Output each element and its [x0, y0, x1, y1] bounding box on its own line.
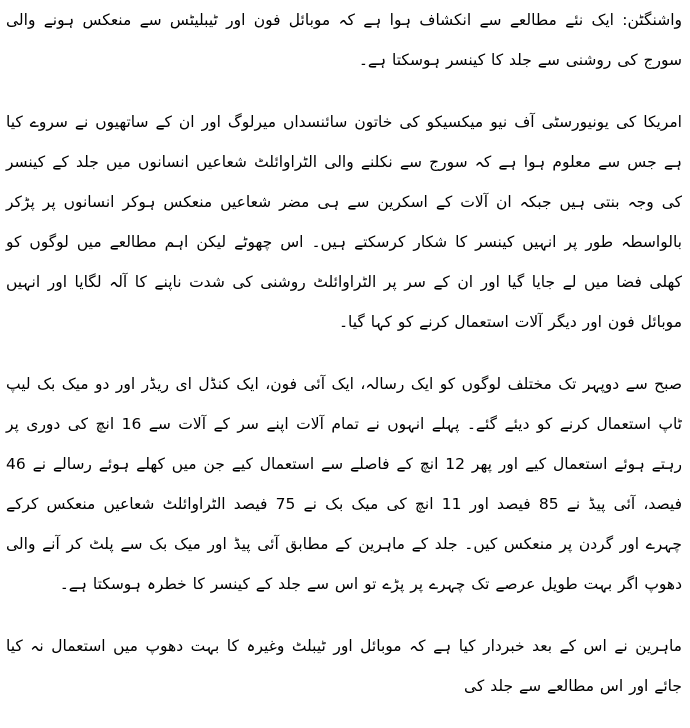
article-paragraph-experiment: صبح سے دوپہر تک مختلف لوگوں کو ایک رسالہ، ایک آئی فون، ایک کنڈل ای ریڈر اور دو میک بک لیپ ٹاپ استعمال کرنے کو دیئے گئے۔ پہلے انہوں نے تمام آلات اپنے سر کے آلات سے 16 انچ کی دوری پر رہتے ہوئے استعمال کیے اور پھر 12 انچ کے فاصلے سے استعمال کیے جن میں کھلے ہوئے رسالے نے 46 فیصد، آئی پیڈ نے 85 فیصد اور 11 انچ کی میک بک نے 75 فیصد الٹراوائلٹ شعاعیں منعکس کرکے چہرے اور گردن پر منعکس کیں۔ جلد کے ماہرین کے مطابق آئی پیڈ اور میک بک سے پلٹ کر آنے والی دھوپ اگر بہت طویل عرصے تک چہرے پر پڑے تو اس سے جلد کے کینسر کا خطرہ ہوسکتا ہے۔ — [6, 375, 683, 593]
article-body — [6, 0, 682, 728]
article-paragraph-warning: ماہرین نے اس کے بعد خبردار کیا ہے کہ موبائل اور ٹیبلٹ وغیرہ کا بہت دھوپ میں استعمال نہ کیا جائے اور اس مطالعے سے جلد کی — [6, 637, 682, 695]
article-paragraph-dateline: واشنگٹن: ایک نئے مطالعے سے انکشاف ہوا ہے کہ موبائل فون اور ٹیبلیٹس سے منعکس ہونے والی سورج کی روشنی سے جلد کا کینسر ہوسکتا ہے۔ — [6, 11, 682, 69]
article-paragraph-survey: امریکا کی یونیورسٹی آف نیو میکسیکو کی خاتون سائنسداں میرلوگ اور ان کے ساتھیوں نے سروے کیا ہے جس سے معلوم ہوا ہے کہ سورج سے نکلنے والی الٹراوائلٹ شعاعیں انسانوں میں جلد کے کینسر کی وجہ بنتی ہیں جبکہ ان آلات کے اسکرین سے ہی مضر شعاعیں منعکس ہوکر انسانوں پر پڑکر بالواسطہ طور پر انہیں کینسر کا شکار کرسکتے ہیں۔ اس چھوٹے لیکن اہم مطالعے میں لوگوں کو کھلی فضا میں لے جایا گیا اور ان کے سر پر الٹراوائلٹ روشنی کی شدت ناپنے کا آلہ لگایا اور انہیں موبائل فون اور دیگر آلات استعمال کرنے کو کہا گیا۔ — [6, 113, 682, 331]
